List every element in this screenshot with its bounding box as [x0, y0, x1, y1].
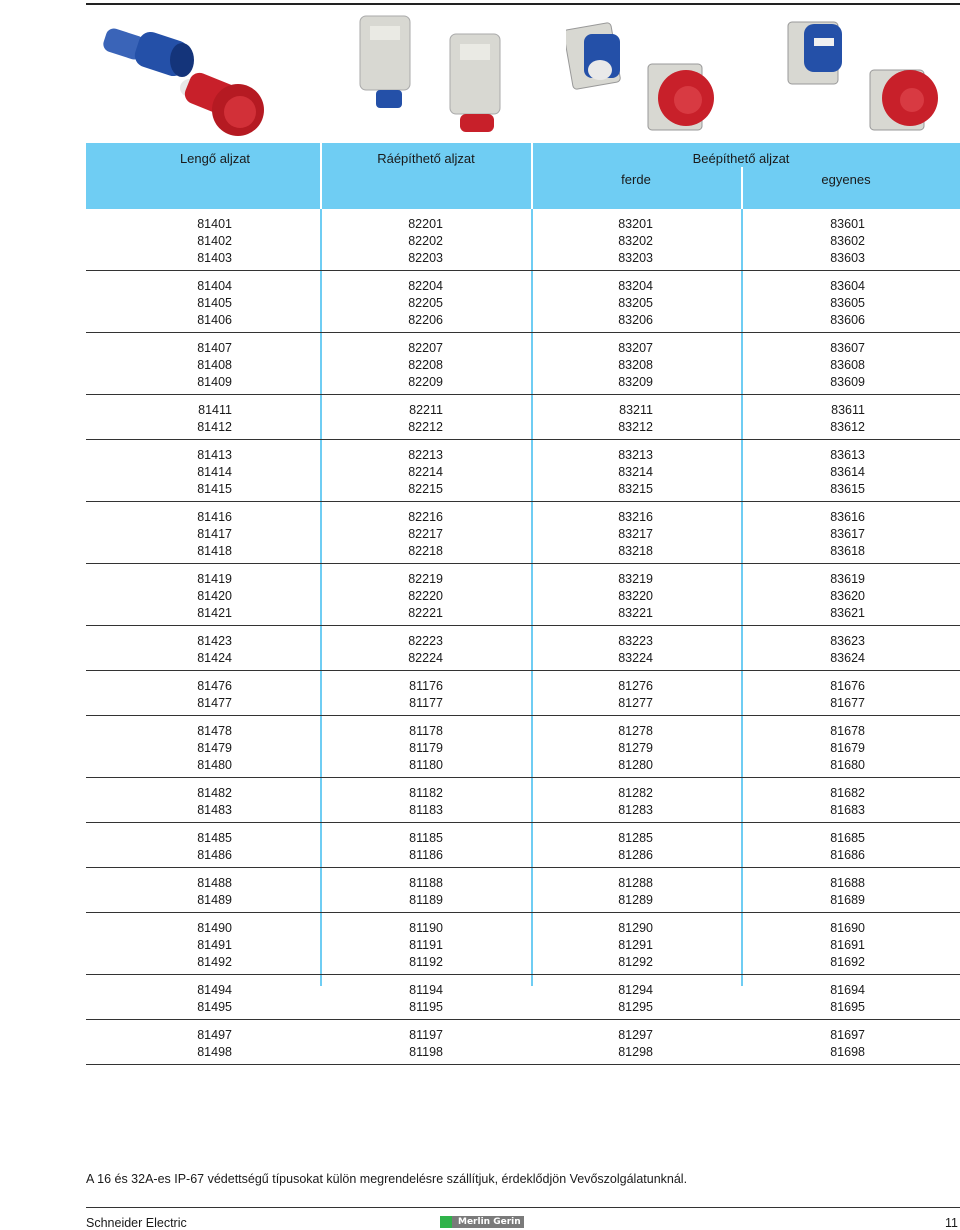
table-row [86, 480, 960, 497]
row-group [86, 823, 960, 868]
cell-hanging: 81405 [197, 295, 232, 310]
cell-panel-straight: 81677 [830, 695, 865, 710]
cell-panel-angled: 81280 [618, 757, 653, 772]
cell-panel-angled: 83212 [618, 419, 653, 434]
cell-hanging: 81424 [197, 650, 232, 665]
table-row [86, 356, 960, 373]
cell-hanging: 81408 [197, 357, 232, 372]
table-row [86, 739, 960, 756]
cell-surface: 82219 [408, 571, 443, 586]
cell-panel-straight: 83611 [831, 402, 865, 417]
cell-hanging: 81485 [197, 830, 232, 845]
row-group [86, 671, 960, 716]
cell-panel-angled: 83204 [618, 278, 653, 293]
product-photo-hanging-socket-red [176, 70, 268, 138]
cell-hanging: 81418 [197, 543, 232, 558]
cell-panel-straight: 83613 [830, 447, 865, 462]
row-group [86, 716, 960, 778]
cell-hanging: 81416 [197, 509, 232, 524]
cell-surface: 81188 [409, 875, 443, 890]
product-photo-panel-socket-straight-red [866, 62, 942, 136]
row-group [86, 868, 960, 913]
table-row [86, 846, 960, 863]
cell-surface: 82211 [409, 402, 443, 417]
cell-hanging: 81478 [197, 723, 232, 738]
footnote: A 16 és 32A-es IP-67 védettségű típusokat külön megrendelésre szállítjuk, érdeklődjön Vevőszolgálatunknál. [86, 1172, 688, 1186]
cell-panel-angled: 83217 [618, 526, 653, 541]
cell-surface: 81198 [409, 1044, 443, 1059]
cell-panel-straight: 83624 [830, 650, 865, 665]
cell-panel-angled: 81277 [618, 695, 653, 710]
row-group [86, 271, 960, 333]
cell-panel-angled: 83216 [618, 509, 653, 524]
table-row [86, 339, 960, 356]
cell-hanging: 81403 [197, 250, 232, 265]
cell-hanging: 81411 [198, 402, 232, 417]
row-group [86, 564, 960, 626]
cell-surface: 81197 [409, 1027, 443, 1042]
product-code-table [86, 209, 960, 1065]
cell-panel-angled: 83209 [618, 374, 653, 389]
cell-hanging: 81489 [197, 892, 232, 907]
cell-panel-angled: 83205 [618, 295, 653, 310]
table-row [86, 373, 960, 390]
cell-surface: 81194 [409, 982, 443, 997]
row-group [86, 209, 960, 271]
cell-panel-straight: 83604 [830, 278, 865, 293]
table-row [86, 570, 960, 587]
cell-surface: 81195 [409, 999, 443, 1014]
cell-hanging: 81419 [197, 571, 232, 586]
cell-panel-angled: 81295 [618, 999, 653, 1014]
table-row [86, 801, 960, 818]
cell-panel-straight: 81698 [830, 1044, 865, 1059]
cell-panel-angled: 81291 [618, 937, 653, 952]
cell-panel-angled: 83215 [618, 481, 653, 496]
cell-panel-straight: 81690 [830, 920, 865, 935]
logo-text: Merlin Gerin [458, 1217, 521, 1227]
cell-surface: 82215 [408, 481, 443, 496]
cell-panel-angled: 81283 [618, 802, 653, 817]
cell-hanging: 81488 [197, 875, 232, 890]
cell-panel-angled: 83214 [618, 464, 653, 479]
cell-hanging: 81483 [197, 802, 232, 817]
cell-panel-straight: 83615 [830, 481, 865, 496]
cell-surface: 81177 [409, 695, 443, 710]
cell-panel-angled: 81279 [618, 740, 653, 755]
cell-panel-straight: 83609 [830, 374, 865, 389]
row-group [86, 333, 960, 395]
cell-panel-straight: 81680 [830, 757, 865, 772]
header-panel-socket: Beépíthető aljzat [692, 151, 790, 166]
cell-surface: 81189 [409, 892, 443, 907]
table-row [86, 722, 960, 739]
cell-hanging: 81486 [197, 847, 232, 862]
cell-hanging: 81409 [197, 374, 232, 389]
table-row [86, 277, 960, 294]
cell-hanging: 81482 [197, 785, 232, 800]
cell-hanging: 81404 [197, 278, 232, 293]
cell-hanging: 81495 [197, 999, 232, 1014]
cell-panel-angled: 81294 [618, 982, 653, 997]
cell-surface: 81185 [409, 830, 443, 845]
cell-panel-straight: 83603 [830, 250, 865, 265]
header-divider [320, 143, 322, 209]
cell-surface: 82209 [408, 374, 443, 389]
cell-surface: 82213 [408, 447, 443, 462]
cell-panel-straight: 81697 [830, 1027, 865, 1042]
subheader-angled: ferde [621, 172, 651, 187]
cell-panel-angled: 83203 [618, 250, 653, 265]
cell-panel-straight: 81695 [830, 999, 865, 1014]
cell-surface: 82204 [408, 278, 443, 293]
table-row [86, 463, 960, 480]
table-row [86, 1026, 960, 1043]
cell-hanging: 81421 [197, 605, 232, 620]
cell-panel-angled: 83219 [618, 571, 653, 586]
product-photo-surface-socket-red [444, 30, 508, 136]
table-row [86, 542, 960, 559]
cell-panel-angled: 83202 [618, 233, 653, 248]
product-photo-panel-socket-angled-blue [566, 20, 628, 92]
table-row [86, 936, 960, 953]
cell-hanging: 81494 [197, 982, 232, 997]
table-row [86, 249, 960, 266]
cell-panel-straight: 83605 [830, 295, 865, 310]
product-photo-surface-socket-blue [356, 14, 416, 114]
table-row [86, 525, 960, 542]
row-group [86, 440, 960, 502]
cell-hanging: 81420 [197, 588, 232, 603]
cell-panel-angled: 83201 [618, 216, 653, 231]
bottom-rule [86, 1207, 960, 1208]
cell-panel-angled: 83213 [618, 447, 653, 462]
cell-panel-straight: 83621 [830, 605, 865, 620]
cell-surface: 82208 [408, 357, 443, 372]
cell-surface: 82206 [408, 312, 443, 327]
cell-panel-angled: 83208 [618, 357, 653, 372]
cell-panel-angled: 83207 [618, 340, 653, 355]
row-group [86, 502, 960, 564]
cell-hanging: 81491 [197, 937, 232, 952]
cell-panel-straight: 83602 [830, 233, 865, 248]
cell-panel-angled: 83211 [619, 402, 653, 417]
cell-surface: 82216 [408, 509, 443, 524]
cell-panel-angled: 81285 [618, 830, 653, 845]
cell-surface: 81180 [409, 757, 443, 772]
row-group [86, 913, 960, 975]
cell-surface: 82221 [408, 605, 443, 620]
cell-surface: 82205 [408, 295, 443, 310]
cell-surface: 82203 [408, 250, 443, 265]
cell-hanging: 81412 [197, 419, 232, 434]
cell-panel-straight: 81689 [830, 892, 865, 907]
table-row [86, 401, 960, 418]
cell-panel-straight: 83607 [830, 340, 865, 355]
cell-panel-angled: 83220 [618, 588, 653, 603]
table-row [86, 232, 960, 249]
cell-hanging: 81492 [197, 954, 232, 969]
cell-panel-straight: 83620 [830, 588, 865, 603]
cell-panel-angled: 81292 [618, 954, 653, 969]
cell-hanging: 81476 [197, 678, 232, 693]
cell-panel-straight: 81686 [830, 847, 865, 862]
cell-panel-straight: 83601 [830, 216, 865, 231]
cell-panel-angled: 81286 [618, 847, 653, 862]
cell-panel-angled: 81297 [618, 1027, 653, 1042]
cell-panel-straight: 81694 [830, 982, 865, 997]
top-rule [86, 3, 960, 5]
header-divider [531, 143, 533, 209]
cell-surface: 82223 [408, 633, 443, 648]
table-row [86, 829, 960, 846]
cell-surface: 81191 [409, 937, 443, 952]
cell-hanging: 81402 [197, 233, 232, 248]
brand-name: Schneider Electric [86, 1216, 187, 1230]
cell-panel-angled: 81288 [618, 875, 653, 890]
row-group [86, 395, 960, 440]
cell-surface: 82214 [408, 464, 443, 479]
table-row [86, 311, 960, 328]
cell-panel-straight: 81683 [830, 802, 865, 817]
table-row [86, 632, 960, 649]
cell-hanging: 81490 [197, 920, 232, 935]
table-row [86, 446, 960, 463]
cell-panel-straight: 83616 [830, 509, 865, 524]
cell-panel-angled: 83218 [618, 543, 653, 558]
cell-hanging: 81480 [197, 757, 232, 772]
cell-surface: 81179 [409, 740, 443, 755]
cell-panel-straight: 81688 [830, 875, 865, 890]
cell-panel-angled: 81289 [618, 892, 653, 907]
page-number: 11 [945, 1216, 958, 1230]
cell-panel-angled: 81290 [618, 920, 653, 935]
row-group [86, 626, 960, 671]
cell-surface: 82224 [408, 650, 443, 665]
cell-surface: 81190 [409, 920, 443, 935]
cell-surface: 82207 [408, 340, 443, 355]
cell-hanging: 81479 [197, 740, 232, 755]
cell-hanging: 81407 [197, 340, 232, 355]
table-row [86, 981, 960, 998]
table-row [86, 418, 960, 435]
row-group [86, 1020, 960, 1065]
cell-panel-straight: 83619 [830, 571, 865, 586]
cell-surface: 81182 [409, 785, 443, 800]
cell-surface: 82202 [408, 233, 443, 248]
cell-panel-straight: 81679 [830, 740, 865, 755]
product-photo-panel-socket-angled-red [644, 56, 718, 136]
cell-panel-straight: 81676 [830, 678, 865, 693]
cell-hanging: 81497 [197, 1027, 232, 1042]
cell-surface: 82218 [408, 543, 443, 558]
table-row [86, 874, 960, 891]
cell-panel-angled: 81298 [618, 1044, 653, 1059]
cell-hanging: 81406 [197, 312, 232, 327]
table-row [86, 604, 960, 621]
table-row [86, 694, 960, 711]
product-photo-hanging-socket-blue [100, 18, 200, 78]
table-row [86, 294, 960, 311]
cell-panel-straight: 81678 [830, 723, 865, 738]
table-row [86, 756, 960, 773]
cell-surface: 81192 [409, 954, 443, 969]
cell-panel-straight: 83618 [830, 543, 865, 558]
cell-hanging: 81477 [197, 695, 232, 710]
cell-hanging: 81414 [197, 464, 232, 479]
table-row [86, 587, 960, 604]
cell-surface: 81178 [409, 723, 443, 738]
cell-surface: 82217 [408, 526, 443, 541]
cell-panel-straight: 83612 [830, 419, 865, 434]
cell-panel-straight: 83623 [830, 633, 865, 648]
cell-panel-angled: 83224 [618, 650, 653, 665]
cell-hanging: 81413 [197, 447, 232, 462]
table-row [86, 784, 960, 801]
merlin-gerin-logo [440, 1216, 524, 1228]
cell-hanging: 81417 [197, 526, 232, 541]
cell-panel-straight: 83617 [830, 526, 865, 541]
cell-panel-angled: 81282 [618, 785, 653, 800]
table-row [86, 998, 960, 1015]
cell-surface: 81186 [409, 847, 443, 862]
cell-panel-straight: 81691 [830, 937, 865, 952]
header-divider [741, 167, 743, 209]
table-row [86, 649, 960, 666]
table-row [86, 677, 960, 694]
cell-surface: 81183 [409, 802, 443, 817]
cell-panel-angled: 83206 [618, 312, 653, 327]
cell-panel-straight: 83614 [830, 464, 865, 479]
header-hanging-socket: Lengő aljzat [179, 151, 251, 166]
cell-panel-angled: 81276 [618, 678, 653, 693]
row-group [86, 778, 960, 823]
cell-panel-angled: 83223 [618, 633, 653, 648]
cell-panel-straight: 81692 [830, 954, 865, 969]
cell-surface: 82212 [408, 419, 443, 434]
cell-surface: 81176 [409, 678, 443, 693]
logo-mark-icon [440, 1216, 452, 1228]
subheader-straight: egyenes [821, 172, 871, 187]
table-row [86, 953, 960, 970]
cell-hanging: 81498 [197, 1044, 232, 1059]
cell-panel-straight: 81682 [830, 785, 865, 800]
cell-surface: 82201 [408, 216, 443, 231]
cell-hanging: 81401 [197, 216, 232, 231]
cell-hanging: 81415 [197, 481, 232, 496]
cell-panel-angled: 83221 [618, 605, 653, 620]
table-header [86, 143, 960, 209]
cell-panel-straight: 83606 [830, 312, 865, 327]
cell-hanging: 81423 [197, 633, 232, 648]
cell-panel-straight: 81685 [830, 830, 865, 845]
table-row [86, 508, 960, 525]
cell-panel-angled: 81278 [618, 723, 653, 738]
table-row [86, 891, 960, 908]
cell-surface: 82220 [408, 588, 443, 603]
table-row [86, 215, 960, 232]
table-row [86, 1043, 960, 1060]
cell-panel-straight: 83608 [830, 357, 865, 372]
table-row [86, 919, 960, 936]
row-group [86, 975, 960, 1020]
header-surface-socket: Ráépíthető aljzat [377, 151, 475, 166]
product-photo-panel-socket-straight-blue [786, 16, 850, 92]
